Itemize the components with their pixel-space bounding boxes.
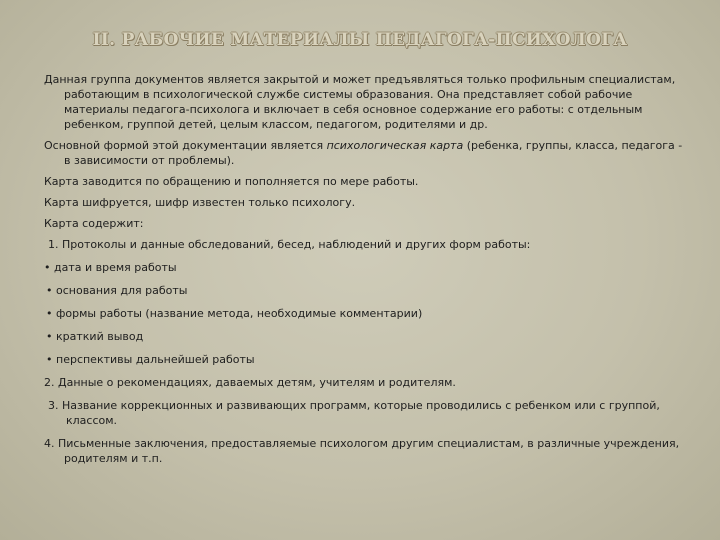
paragraph-card-contains: Карта содержит: bbox=[44, 217, 144, 230]
list-item-4: 4. Письменные заключения, предоставляемые психологом другим специалистам, в различные учреждения, родителям и т.п. bbox=[44, 437, 680, 465]
bullet-item bbox=[44, 283, 684, 298]
bullet-icon: • bbox=[44, 261, 51, 274]
bullet-item bbox=[44, 306, 684, 321]
bullet-text: перспективы дальнейшей работы bbox=[56, 353, 255, 366]
paragraph-card-encrypted: Карта шифруется, шифр известен только психологу. bbox=[44, 196, 356, 209]
bullet-icon: • bbox=[46, 307, 53, 320]
bullet-text: краткий вывод bbox=[56, 330, 144, 343]
bullet-icon: • bbox=[46, 284, 53, 297]
bullet-text: основания для работы bbox=[56, 284, 188, 297]
bullet-item bbox=[44, 260, 684, 275]
paragraph-card-opened: Карта заводится по обращению и пополняется по мере работы. bbox=[44, 175, 419, 188]
paragraph-main-form bbox=[44, 138, 684, 168]
list-item-3: 3. Название коррекционных и развивающих программ, которые проводились с ребенком или с группой, классом. bbox=[48, 399, 660, 427]
bullet-text: формы работы (название метода, необходимые комментарии) bbox=[56, 307, 423, 320]
bullet-icon: • bbox=[46, 353, 53, 366]
bullet-text: дата и время работы bbox=[54, 261, 177, 274]
list-item-2: 2. Данные о рекомендациях, даваемых детям, учителям и родителям. bbox=[44, 376, 456, 389]
bullet-item bbox=[44, 352, 684, 367]
paragraph-intro: Данная группа документов является закрытой и может предъявляться только профильным специалистам, работающим в психологической службе системы образования. Она представляет собой рабочие материалы педагога-психолога и включает в себя основное содержание его работы: с отдельным ребенком, группой детей, целым классом, педагогом, родителями и др. bbox=[44, 73, 676, 131]
bullet-icon: • bbox=[46, 330, 53, 343]
slide-content bbox=[44, 72, 684, 474]
paragraph-main-form-before: Основной формой этой документации является bbox=[44, 139, 327, 152]
slide-title: II. РАБОЧИЕ МАТЕРИАЛЫ ПЕДАГОГА-ПСИХОЛОГА bbox=[92, 30, 628, 50]
bullet-item bbox=[44, 329, 684, 344]
list-item-1: 1. Протоколы и данные обследований, бесед, наблюдений и других форм работы: bbox=[48, 238, 531, 251]
paragraph-main-form-emphasis: психологическая карта bbox=[326, 139, 464, 152]
paragraph-main-form-after: (ребенка, группы, класса, педагога - в зависимости от проблемы). bbox=[64, 139, 683, 167]
